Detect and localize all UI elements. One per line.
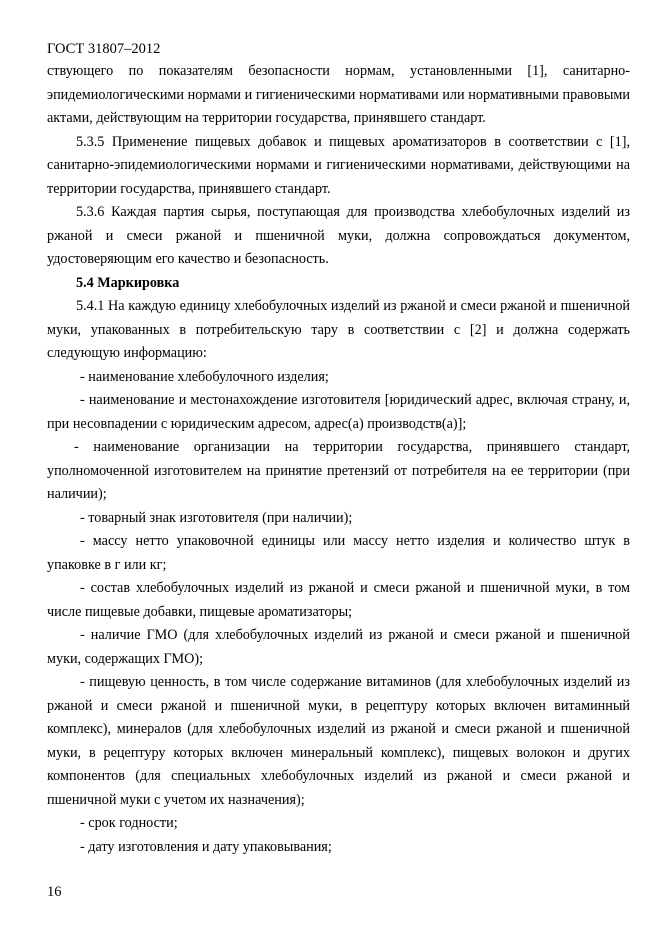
list-item-shelf-life: - срок годности;	[80, 815, 178, 831]
list-item-gmo: - наличие ГМО (для хлебобулочных изделий из ржаной и смеси ржаной и пшеничной муки, содержащих ГМО);	[47, 627, 630, 667]
list-item-net-mass: - массу нетто упаковочной единицы или массу нетто изделия и количество штук в упаковке в г или кг;	[47, 533, 630, 573]
page-header-standard: ГОСТ 31807–2012	[47, 41, 161, 57]
list-item-product-name: - наименование хлебобулочного изделия;	[80, 368, 329, 385]
paragraph-continuation: ствующего по показателям безопасности нормам, установленными [1], санитарно-эпидемиологическими нормами и гигиеническими нормативами или нормативными правовыми актами, действующим на территории государства, принявшего стандарт.	[47, 63, 630, 126]
paragraph-5-3-5: 5.3.5 Применение пищевых добавок и пищевых ароматизаторов в соответствии с [1], санитарно-эпидемиологическими нормами и гигиеническими нормативами, действующими на территории государства, принявшего стандарт.	[47, 133, 630, 197]
section-heading-marking: 5.4 Маркировка	[76, 274, 180, 291]
page-number: 16	[47, 884, 62, 900]
page-body	[47, 60, 630, 859]
list-item-trademark: - товарный знак изготовителя (при наличии);	[80, 509, 353, 526]
list-item-nutritional-value: - пищевую ценность, в том числе содержание витаминов (для хлебобулочных изделий из ржаной и смеси ржаной и пшеничной муки, в рецептуру которых включен витаминный комплекс), минералов (для хлебобулочных изделий из ржаной и смеси ржаной и пшеничной муки, в рецептуру которых включен минеральный комплекс), пищевых волокон и других компонентов (для специальных хлебобулочных изделий из ржаной и смеси ржаной и пшеничной муки с учетом их назначения);	[47, 674, 630, 808]
list-item-manufacture-date: - дату изготовления и дату упаковывания;	[80, 838, 332, 855]
list-item-authorized-organization: - наименование организации на территории государства, принявшего стандарт, уполномоченной изготовителем на принятие претензий от потребителя на ее территории (при наличии);	[47, 439, 630, 502]
paragraph-5-3-6: 5.3.6 Каждая партия сырья, поступающая для производства хлебобулочных изделий из ржаной и смеси ржаной и пшеничной муки, должна сопровождаться документом, удостоверяющим его качество и безопасность.	[47, 204, 630, 267]
paragraph-5-4-1: 5.4.1 На каждую единицу хлебобулочных изделий из ржаной и смеси ржаной и пшеничной муки, упакованных в потребительскую тару в соответствии с [2] и должна содержать следующую информацию:	[47, 298, 630, 361]
list-item-manufacturer: - наименование и местонахождение изготовителя [юридический адрес, включая страну, и, при несовпадении с юридическим адресом, адрес(а) производств(а)];	[47, 392, 630, 432]
list-item-composition: - состав хлебобулочных изделий из ржаной и смеси ржаной и пшеничной муки, в том числе пищевые добавки, пищевые ароматизаторы;	[47, 580, 630, 620]
